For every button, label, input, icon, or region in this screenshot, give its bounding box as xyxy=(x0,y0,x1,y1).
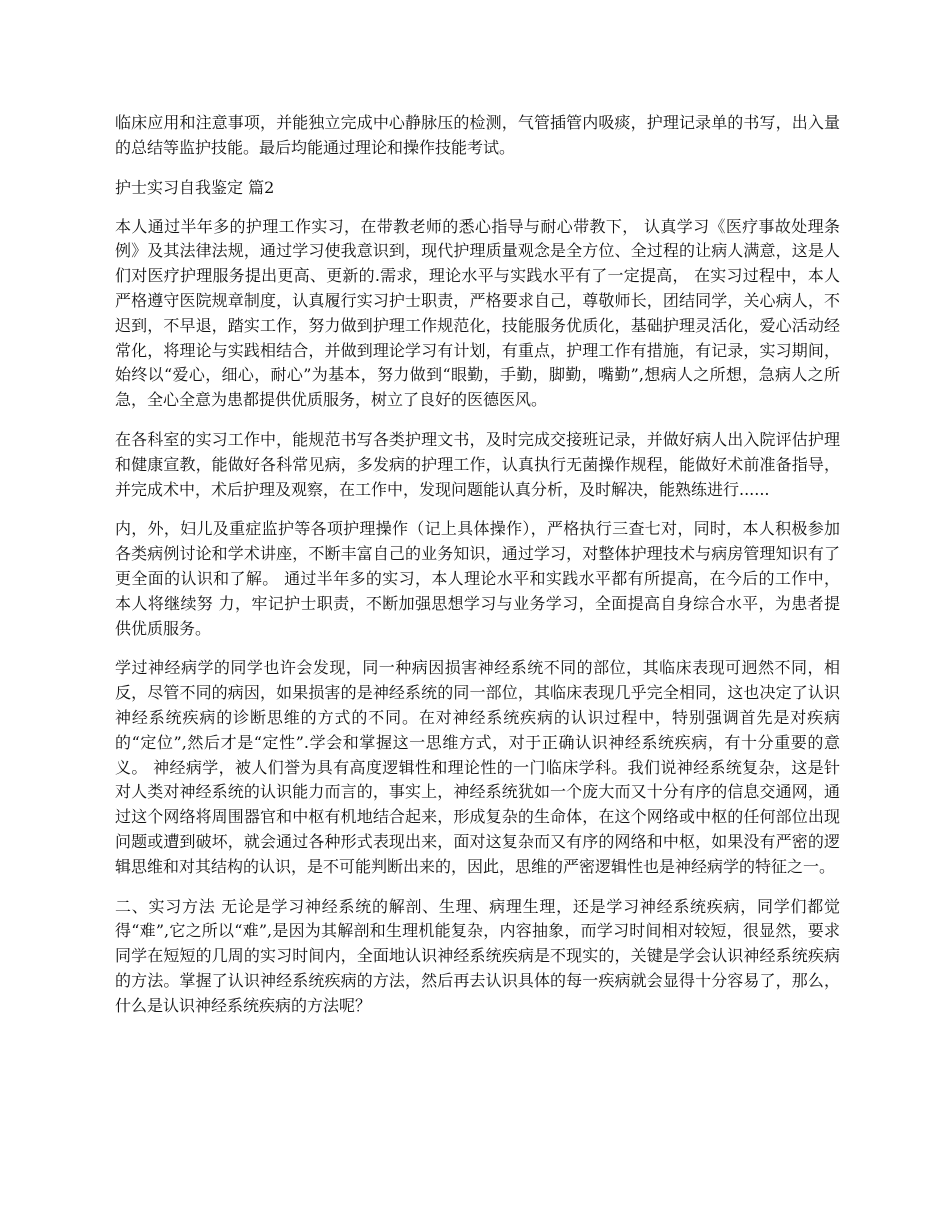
paragraph-continuation: 临床应用和注意事项，并能独立完成中心静脉压的检测，气管插管内吸痰，护理记录单的书写，出入量的总结等监护技能。最后均能通过理论和操作技能考试。 xyxy=(115,113,840,157)
paragraph-practice-method: 二、实习方法 无论是学习神经系统的解剖、生理、病理生理，还是学习神经系统疾病，同学们都觉得“难”,它之所以“难”,是因为其解剖和生理机能复杂，内容抽象，而学习时间相对较短，很显然，要求同学在短短的几周的实习时间内，全面地认识神经系统疾病是不现实的，关键是学会认识神经系统疾病的方法。掌握了认识神经系统疾病的方法，然后再去认识具体的每一疾病就会显得十分容易了，那么，什么是认识神经系统疾病的方法呢？ xyxy=(115,896,840,1015)
paragraph-department-work: 在各科室的实习工作中，能规范书写各类护理文书，及时完成交接班记录，并做好病人出入院评估护理和健康宣教，能做好各科常见病，多发病的护理工作，认真执行无菌操作规程，能做好术前准备指导，并完成术中，术后护理及观察，在工作中，发现问题能认真分析，及时解决，能熟练进行...... xyxy=(115,429,840,499)
document-page xyxy=(115,111,840,1019)
paragraph-neurology: 学过神经病学的同学也许会发现，同一种病因损害神经系统不同的部位，其临床表现可迥然不同，相反，尽管不同的病因，如果损害的是神经系统的同一部位，其临床表现几乎完全相同，这也决定了认识神经系统疾病的诊断思维的方式的不同。在对神经系统疾病的认识过程中，特别强调首先是对疾病的“定位”,然后才是“定性”.学会和掌握这一思维方式，对于正确认识神经系统疾病，有十分重要的意义。 神经病学，被人们誉为具有高度逻辑性和理论性的一门临床学科。我们说神经系统复杂，这是针对人类对神经系统的认识能力而言的，事实上，神经系统犹如一个庞大而又十分有序的信息交通网，通过这个网络将周围器官和中枢有机地结合起来，形成复杂的生命体，在这个网络或中枢的任何部位出现问题或遭到破坏，就会通过各种形式表现出来，面对这复杂而又有序的网络和中枢，如果没有严密的逻辑思维和对其结构的认识，是不可能判断出来的，因此，思维的严密逻辑性也是神经病学的特征之一。 xyxy=(115,658,840,876)
paragraph-self-assessment: 本人通过半年多的护理工作实习，在带教老师的悉心指导与耐心带教下， 认真学习《医疗事故处理条例》及其法律法规，通过学习使我意识到，现代护理质量观念是全方位、全过程的让病人满意，这是人们对医疗护理服务提出更高、更新的.需求，理论水平与实践水平有了一定提高， 在实习过程中，本人严格遵守医院规章制度，认真履行实习护士职责，严格要求自己，尊敬师长，团结同学，关心病人，不迟到，不早退，踏实工作，努力做到护理工作规范化，技能服务优质化，基础护理灵活化，爱心活动经常化，将理论与实践相结合，并做到理论学习有计划，有重点，护理工作有措施，有记录，实习期间， 始终以“爱心，细心，耐心”为基本，努力做到“眼勤，手勤，脚勤，嘴勤”,想病人之所想，急病人之所急，全心全意为患都提供优质服务，树立了良好的医德医风。 xyxy=(115,216,840,410)
paragraph-nursing-operations: 内，外，妇儿及重症监护等各项护理操作（记上具体操作），严格执行三查七对，同时，本人积极参加各类病例讨论和学术讲座，不断丰富自己的业务知识，通过学习，对整体护理技术与病房管理知识有了更全面的认识和了解。 通过半年多的实习，本人理论水平和实践水平都有所提高，在今后的工作中，本人将继续努 力，牢记护士职责，不断加强思想学习与业务学习，全面提高自身综合水平，为患者提供优质服务。 xyxy=(115,519,840,638)
section-heading: 护士实习自我鉴定 篇2 xyxy=(115,177,275,197)
